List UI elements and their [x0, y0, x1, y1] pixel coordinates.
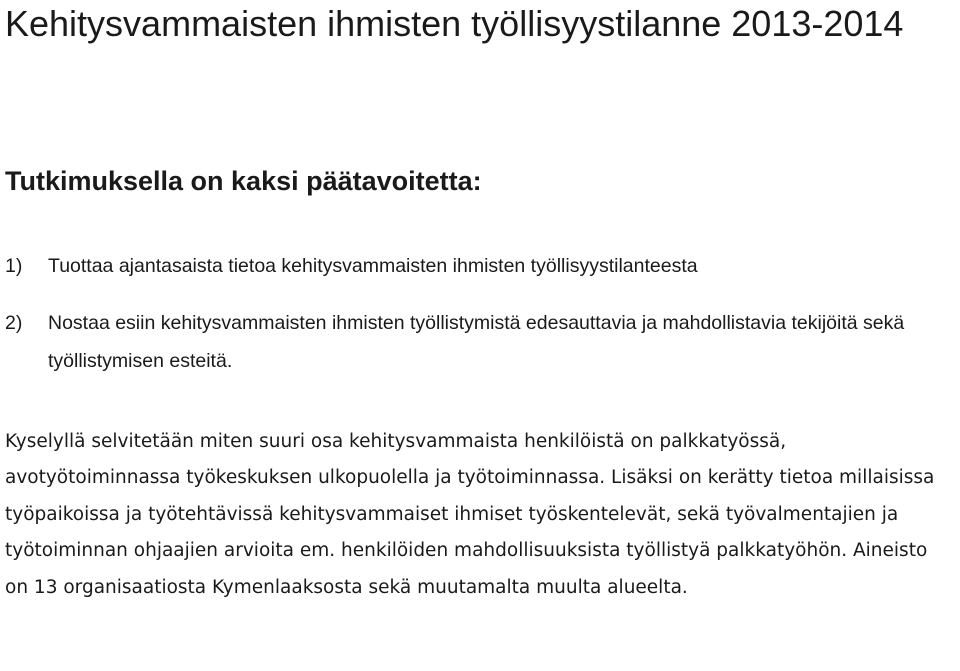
goal-number: 2) — [5, 312, 23, 334]
goal-item — [5, 247, 945, 285]
slide-title: Kehitysvammaisten ihmisten työllisyystilanne 2013-2014 — [5, 3, 904, 44]
description-paragraph: Kyselyllä selvitetään miten suuri osa kehitysvammaista henkilöistä on palkkatyössä, avotyötoiminnassa työkeskuksen ulkopuolella ja työtoiminnassa. Lisäksi on kerätty tietoa millaisissa työpaikoissa ja työtehtävissä kehitysvammaiset ihmiset työskentelevät, sekä työvalmentajien ja työtoiminnan ohjaajien arvioita em. henkilöiden mahdollisuuksista työllistyä palkkatyöhön. Aineisto on 13 organisaatiosta Kymenlaaksosta sekä muutamalta muulta alueelta. — [5, 431, 935, 598]
goal-item — [5, 304, 945, 380]
goal-number: 1) — [5, 255, 23, 277]
goal-text: Nostaa esiin kehitysvammaisten ihmisten työllistymistä edesauttavia ja mahdollistavia tekijöitä sekä työllistymisen esteitä. — [48, 312, 905, 372]
goals-list — [5, 247, 945, 380]
slide-subtitle: Tutkimuksella on kaksi päätavoitetta: — [5, 166, 482, 196]
goal-text: Tuottaa ajantasaista tietoa kehitysvammaisten ihmisten työllisyystilanteesta — [48, 255, 698, 277]
